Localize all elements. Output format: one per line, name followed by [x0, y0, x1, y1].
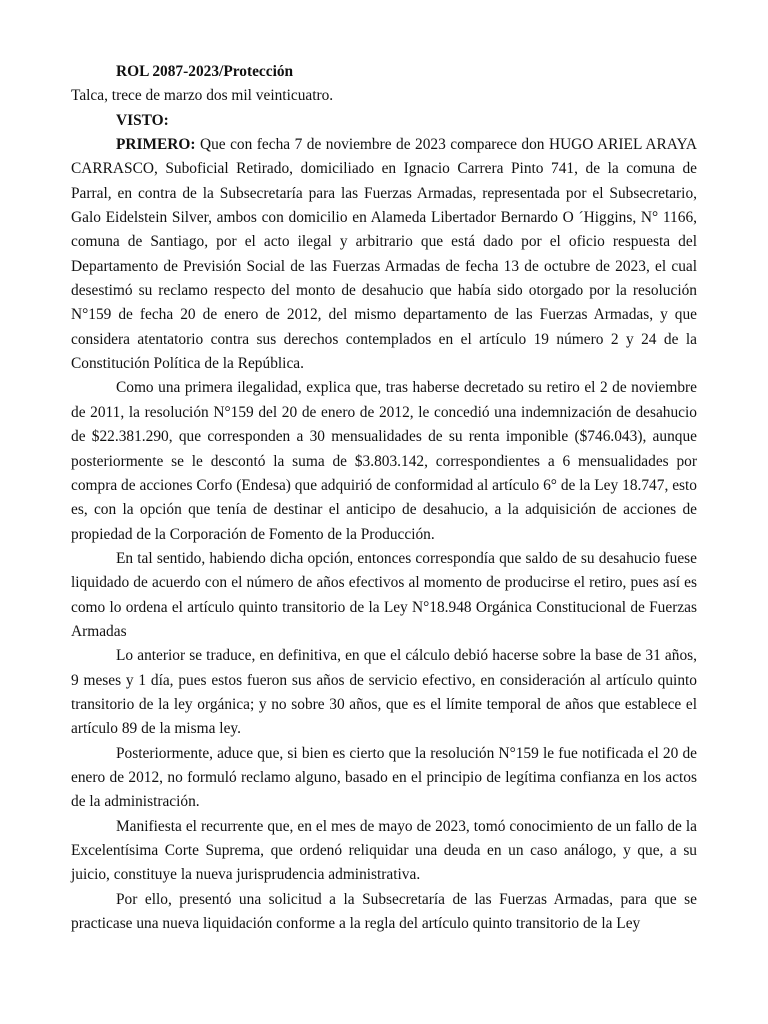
- place-date: Talca, trece de marzo dos mil veinticuatro.: [71, 87, 334, 105]
- document-page: [71, 60, 697, 936]
- primero-label: PRIMERO:: [116, 136, 196, 154]
- paragraph-2: En tal sentido, habiendo dicha opción, entonces correspondía que saldo de su desahucio fuese liquidado de acuerdo con el número de años efectivos al momento de producirse el retiro, pues así es como lo ordena el artículo quinto transitorio de la Ley N°18.948 Orgánica Constitucional de Fuerzas Armadas: [71, 549, 697, 640]
- case-number: ROL 2087-2023/Protección: [116, 63, 294, 80]
- paragraph-6: Por ello, presentó una solicitud a la Subsecretaría de las Fuerzas Armadas, para que se practicase una nueva liquidación conforme a la regla del artículo quinto transitorio de la Ley: [71, 890, 697, 933]
- paragraph-5: Manifiesta el recurrente que, en el mes de mayo de 2023, tomó conocimiento de un fallo de la Excelentísima Corte Suprema, que ordenó reliquidar una deuda en un caso análogo, y que, a su juicio, constituye la nueva jurisprudencia administrativa.: [71, 817, 697, 884]
- primero-text: Que con fecha 7 de noviembre de 2023 comparece don HUGO ARIEL ARAYA CARRASCO, Suboficial Retirado, domiciliado en Ignacio Carrera Pinto 741, de la comuna de Parral, en contra de la Subsecretaría para las Fuerzas Armadas, representada por el Subsecretario, Galo Eidelstein Silver, ambos con domicilio en Alameda Libertador Bernardo O ´Higgins, N° 1166, comuna de Santiago, por el acto ilegal y arbitrario que está dado por el oficio respuesta del Departamento de Previsión Social de las Fuerzas Armadas de fecha 13 de octubre de 2023, el cual desestimó su reclamo respecto del monto de desahucio que había sido otorgado por la resolución N°159 de fecha 20 de enero de 2012, del mismo departamento de las Fuerzas Armadas, y que considera atentatorio contra sus derechos contemplados en el artículo 19 número 2 y 24 de la Constitución Política de la República.: [71, 136, 697, 373]
- paragraph-1: Como una primera ilegalidad, explica que, tras haberse decretado su retiro el 2 de noviembre de 2011, la resolución N°159 del 20 de enero de 2012, le concedió una indemnización de desahucio de $22.381.290, que corresponden a 30 mensualidades de su renta imponible ($746.043), aunque posteriormente se le descontó la suma de $3.803.142, correspondientes a 6 mensualidades por compra de acciones Corfo (Endesa) que adquirió de conformidad al artículo 6° de la Ley 18.747, esto es, con la opción que tenía de destinar el anticipo de desahucio, a la adquisición de acciones de propiedad de la Corporación de Fomento de la Producción.: [71, 379, 697, 543]
- visto-heading: VISTO:: [116, 111, 169, 129]
- paragraph-3: Lo anterior se traduce, en definitiva, en que el cálculo debió hacerse sobre la base de 31 años, 9 meses y 1 día, pues estos fueron sus años de servicio efectivo, en consideración al artículo quinto transitorio de la ley orgánica; y no sobre 30 años, que es el límite temporal de años que establece el artículo 89 de la misma ley.: [71, 647, 697, 738]
- primero-paragraph: [71, 133, 697, 376]
- paragraph-4: Posteriormente, aduce que, si bien es cierto que la resolución N°159 le fue notificada el 20 de enero de 2012, no formuló reclamo alguno, basado en el principio de legítima confianza en los actos de la administración.: [71, 744, 697, 811]
